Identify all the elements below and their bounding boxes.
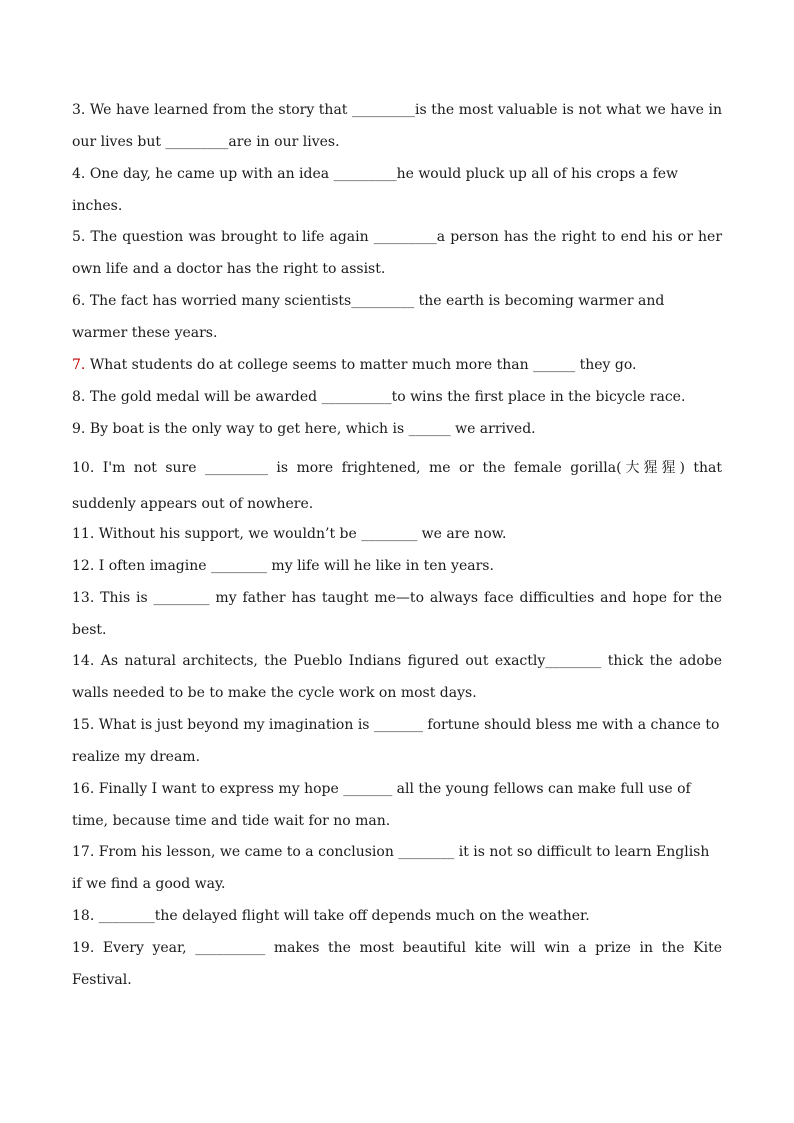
question-14 bbox=[72, 645, 722, 709]
question-9 bbox=[72, 413, 722, 445]
question-3 bbox=[72, 94, 722, 158]
question-13 bbox=[72, 582, 722, 646]
question-19 bbox=[72, 932, 722, 996]
question-number: 18. bbox=[72, 908, 95, 924]
question-number: 7. bbox=[72, 357, 86, 373]
question-number: 13. bbox=[72, 590, 95, 606]
question-number: 17. bbox=[72, 844, 95, 860]
question-4 bbox=[72, 158, 722, 222]
question-text: We have learned from the story that _________is the most valuable is not what we have in our lives but _________are in our lives. bbox=[72, 102, 722, 150]
question-text: By boat is the only way to get here, which is ______ we arrived. bbox=[89, 421, 536, 437]
question-5 bbox=[72, 221, 722, 285]
question-16 bbox=[72, 773, 722, 837]
question-text: What students do at college seems to matter much more than ______ they go. bbox=[89, 357, 637, 373]
question-text: The fact has worried many scientists_________ the earth is becoming warmer and warmer these years. bbox=[72, 293, 665, 341]
question-text: Without his support, we wouldn’t be ________ we are now. bbox=[98, 526, 507, 542]
question-text: As natural architects, the Pueblo Indians figured out exactly________ thick the adobe walls needed to be to make the cycle work on most days. bbox=[72, 653, 722, 701]
question-number: 11. bbox=[72, 526, 95, 542]
question-text: The question was brought to life again _________a person has the right to end his or her own life and a doctor has the right to assist. bbox=[72, 229, 723, 277]
question-number: 4. bbox=[72, 166, 86, 182]
question-7 bbox=[72, 349, 722, 381]
question-12 bbox=[72, 550, 722, 582]
question-18 bbox=[72, 900, 722, 932]
question-text: What is just beyond my imagination is _______ fortune should bless me with a chance to realize my dream. bbox=[72, 717, 720, 765]
question-number: 12. bbox=[72, 558, 95, 574]
question-15 bbox=[72, 709, 722, 773]
question-number: 16. bbox=[72, 781, 95, 797]
question-8 bbox=[72, 381, 722, 413]
question-text: ________the delayed flight will take off depends much on the weather. bbox=[98, 908, 590, 924]
question-text: One day, he came up with an idea _________he would pluck up all of his crops a few inches. bbox=[72, 166, 679, 214]
question-number: 14. bbox=[72, 653, 95, 669]
question-10 bbox=[72, 450, 722, 522]
question-number: 6. bbox=[72, 293, 86, 309]
question-text: Every year, __________ makes the most beautiful kite will win a prize in the Kite Festival. bbox=[72, 940, 723, 988]
question-number: 9. bbox=[72, 421, 86, 437]
question-17 bbox=[72, 836, 722, 900]
question-number: 19. bbox=[72, 940, 95, 956]
question-number: 5. bbox=[72, 229, 86, 245]
question-number: 3. bbox=[72, 102, 86, 118]
question-number: 8. bbox=[72, 389, 86, 405]
question-text: I'm not sure _________ is more frightened, me or the female gorilla(大猩猩) that suddenly appears out of nowhere. bbox=[72, 460, 723, 512]
question-6 bbox=[72, 285, 722, 349]
question-text: The gold medal will be awarded __________to wins the first place in the bicycle race. bbox=[89, 389, 686, 405]
question-text: Finally I want to express my hope _______ all the young fellows can make full use of time, because time and tide wait for no man. bbox=[72, 781, 691, 829]
question-text: I often imagine ________ my life will he like in ten years. bbox=[98, 558, 494, 574]
question-11 bbox=[72, 518, 722, 550]
question-number: 15. bbox=[72, 717, 95, 733]
question-number: 10. bbox=[72, 460, 95, 476]
question-text: From his lesson, we came to a conclusion ________ it is not so difficult to learn English if we find a good way. bbox=[72, 844, 710, 892]
question-text: This is ________ my father has taught me—to always face difficulties and hope for the best. bbox=[72, 590, 722, 638]
